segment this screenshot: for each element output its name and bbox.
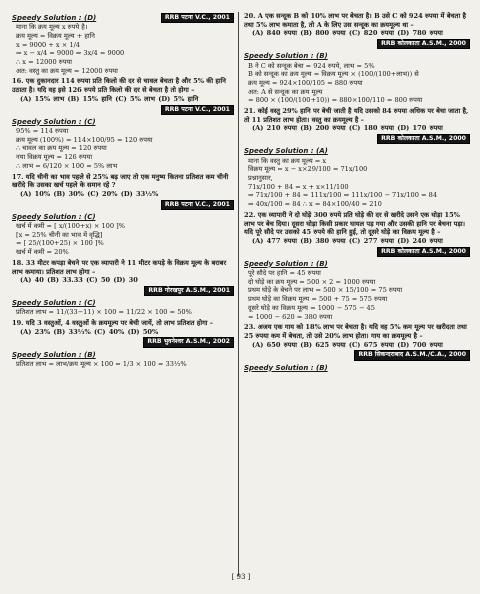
answer-options: (A) 477 रुपया (B) 380 रुपया (C) 277 रुपया (D) 240 रुपया [252,236,443,245]
question-block [12,77,234,170]
question-text: 23. अजय एक गाय को 18% लाभ पर बेचता है। यदि वह 5% कम मूल्य पर खरीदता तथा 25 रुपया कम में बेचता, तो उसे 20% लाभ होता। गाय का क्रयमूल्य है – [244,323,467,340]
exam-source-tag: RRB सिकन्दराबाद A.S.M./C.A., 2000 [354,350,470,360]
solution-line: क्रय मूल्य = 924×100/105 = 880 रुपया [248,78,363,87]
solution-line: प्रथम घोड़े के बेचने पर लाभ = 500 × 15/100 = 75 रुपया [248,286,403,295]
solution-line: B को सन्दूक का क्रय मूल्य = विक्रय मूल्य × (100/(100+लाभ)) से [248,70,419,79]
exam-source-tag: RRB गोरखपुर A.S.M., 2001 [144,286,234,296]
solution-line: प्रतिशत लाभ = 11/(33−11) × 100 = 11/22 × 100 = 50% [16,308,192,317]
solution-line: = 1000 − 620 = 380 रुपया [248,312,333,321]
question-block [12,12,234,75]
question-text: 21. कोई वस्तु 29% हानि पर बेची जाती है यदि उसको 84 रुपया अधिक पर बेचा जाता है, तो 11 प्रतिशत लाभ होता। वस्तु का क्रयमूल्य है – [244,107,469,124]
solution-line: क्रय मूल्य (100%) = 114×100/95 = 120 रुपया [16,135,153,144]
question-block [12,259,234,317]
answer-options: (A) 23% (B) 33⅓% (C) 40% (D) 50% [20,327,159,336]
answer-options: (A) 840 रुपया (B) 800 रुपया (C) 820 रुपया (D) 780 रुपया [252,29,443,38]
textbook-page [12,12,470,581]
solution-line: खर्च में कमी = 20% [16,248,69,257]
solution-line: खर्च में कमी = [ x/(100+x) × 100 ]% [16,222,125,231]
question-text: 19. यदि 3 वस्तुओं, 4 वस्तुओं के क्रयमूल्य पर बेची जायें, तो लाभ प्रतिशत होगा – [12,319,214,328]
solution-heading: Speedy Solution : (B) [244,259,328,268]
question-block [244,107,470,209]
answer-options: (A) 210 रुपया (B) 200 रुपया (C) 180 रुपया (D) 170 रुपया [252,124,443,133]
question-text: 18. 33 मीटर कपड़ा बेचने पर एक व्यापारी ने 11 मीटर कपड़े के विक्रय मूल्य के बराबर लाभ कमाया। प्रतिशत लाभ होगा – [12,258,227,276]
solution-heading: Speedy Solution : (C) [12,299,96,308]
solution-line: x = 9000 + x × 1/4 [16,40,80,49]
solution-line: = 800 × (100/(100+10)) = 880×100/110 = 800 रुपया [248,96,423,105]
solution-line: प्रतिशत लाभ = लाभ/क्रय मूल्य × 100 = 1/3 × 100 = 33⅓% [16,359,187,368]
solution-heading: Speedy Solution : (C) [12,212,96,221]
answer-options: (A) 15% लाभ (B) 15% हानि (C) 5% लाभ (D) 5% हानि [20,94,199,103]
left-column [12,12,234,576]
answer-options: (A) 40 (B) 33.33 (C) 50 (D) 30 [20,276,138,285]
answer-options: (A) 10% (B) 30% (C) 20% (D) 33½% [20,189,159,198]
solution-line: अत: वस्तु का क्रय मूल्य = 12000 रुपया [16,66,118,75]
question-block [12,319,234,369]
solution-line: 71x/100 + 84 = x + x×11/100 [248,182,349,191]
question-text: 20. A एक सन्दूक B को 10% लाभ पर बेचता है। B उसे C को 924 रुपया में बेचता है तथा 5% लाभ कमाता है, तो A के लिए उस सन्दूक का क्रयमूल्य था – [244,12,466,29]
question-block [244,12,470,105]
solution-line: B ने C को सन्दूक बेचा = 924 रुपये, लाभ = 5% [248,61,375,70]
solution-heading: Speedy Solution : (B) [244,52,328,61]
solution-heading: Speedy Solution : (B) [12,350,96,359]
exam-source-tag: RRB पटना V.C., 2001 [161,105,234,115]
solution-line: प्रथम घोड़े का विक्रय मूल्य = 500 + 75 = 575 रुपया [248,295,388,304]
question-block [244,211,470,321]
solution-heading: Speedy Solution : (B) [244,363,328,372]
solution-line: विक्रय मूल्य = x − x×29/100 = 71x/100 [248,165,368,174]
solution-line: 95% = 114 रुपया [16,126,69,135]
solution-line: प्रश्नानुसार, [248,173,273,182]
solution-line: अत: A से सन्दूक का क्रय मूल्य [248,87,323,96]
solution-line: दो घोड़े का क्रय मूल्य = 500 × 2 = 1000 रुपया [248,277,376,286]
column-divider [238,12,239,576]
solution-heading: Speedy Solution : (A) [244,147,328,156]
solution-line: = [ 25/(100+25) × 100 ]% [16,239,104,248]
solution-line: ∴ x = 12000 रुपया [16,58,73,67]
solution-line: [x = 25% चीनी का भाव में वृद्धि] [16,230,103,239]
solution-line: पूरे सौदे पर हानि = 45 रुपया [248,269,321,278]
right-column [244,12,470,576]
solution-line: ⇒ 71x/100 + 84 = 111x/100 ⇒ 111x/100 − 71x/100 = 84 [248,191,438,200]
question-text: 22. एक व्यापारी ने दो घोड़े 300 रुपये प्रति घोड़े की दर से खरीदे उसने एक घोड़ा 15% लाभ पर बेच दिया। दूसरा घोड़ा किसी प्रकार घायल पड़ गया और उसकी हानि पर बेचना पड़ा। यदि पूरे सौदे पर उसको 45 रुपये की हानि हुई, तो दूसरे घोड़े का विक्रय मूल्य है – [244,210,466,237]
solution-line: दूसरे घोड़े का विक्रय मूल्य = 1000 − 575 − 45 [248,303,375,312]
solution-line: ∴ चावल का क्रय मूल्य = 120 रुपया [16,144,107,153]
exam-source-tag: RRB पटना V.C., 2001 [161,200,234,210]
solution-line: क्रय मूल्य = विक्रय मूल्य + हानि [16,31,95,40]
exam-source-tag: RRB कोलकाता A.S.M., 2000 [377,39,470,49]
solution-line: माना कि क्रय मूल्य x रुपये है। [16,23,88,32]
question-text: 16. एक दुकानदार 114 रुपया प्रति किलो की दर से चावल बेचता है और 5% की हानि उठाता है। यदि वह इसे 126 रुपये प्रति किलो की दर से बेचता है तो होगा – [12,77,226,95]
solution-line: नया विक्रय मूल्य = 126 रुपया [16,153,93,162]
page-number: [ 93 ] [231,572,251,581]
question-block [244,323,470,373]
solution-line: ⇒ 40x/100 = 84 ∴ x = 84×100/40 = 210 [248,200,382,209]
exam-source-tag: RRB पटना V.C., 2001 [161,13,234,23]
exam-source-tag: RRB कोलकाता A.S.M., 2000 [377,247,470,257]
solution-line: माना कि वस्तु का क्रय मूल्य = x [248,156,327,165]
exam-source-tag: RRB कोलकाता A.S.M., 2000 [377,134,470,144]
question-text: 17. यदि चीनी का भाव पहले से 25% बढ़ जाए तो एक मनुष्य कितना प्रतिशत कम चीनी खरीदे कि उसका खर्च पहले के समान रहे ? [12,172,229,190]
solution-line: ∴ लाभ = 6/120 × 100 = 5% लाभ [16,161,118,170]
solution-heading: Speedy Solution : (D) [12,14,97,22]
solution-heading: Speedy Solution : (C) [12,117,96,126]
exam-source-tag: RRB भुवनेश्वर A.S.M., 2002 [143,337,234,347]
solution-line: ⇒ x − x/4 = 9000 ⇒ 3x/4 = 9000 [16,49,125,58]
answer-options: (A) 650 रुपया (B) 625 रुपया (C) 675 रुपया (D) 700 रुपया [252,340,443,349]
question-block [12,173,234,257]
